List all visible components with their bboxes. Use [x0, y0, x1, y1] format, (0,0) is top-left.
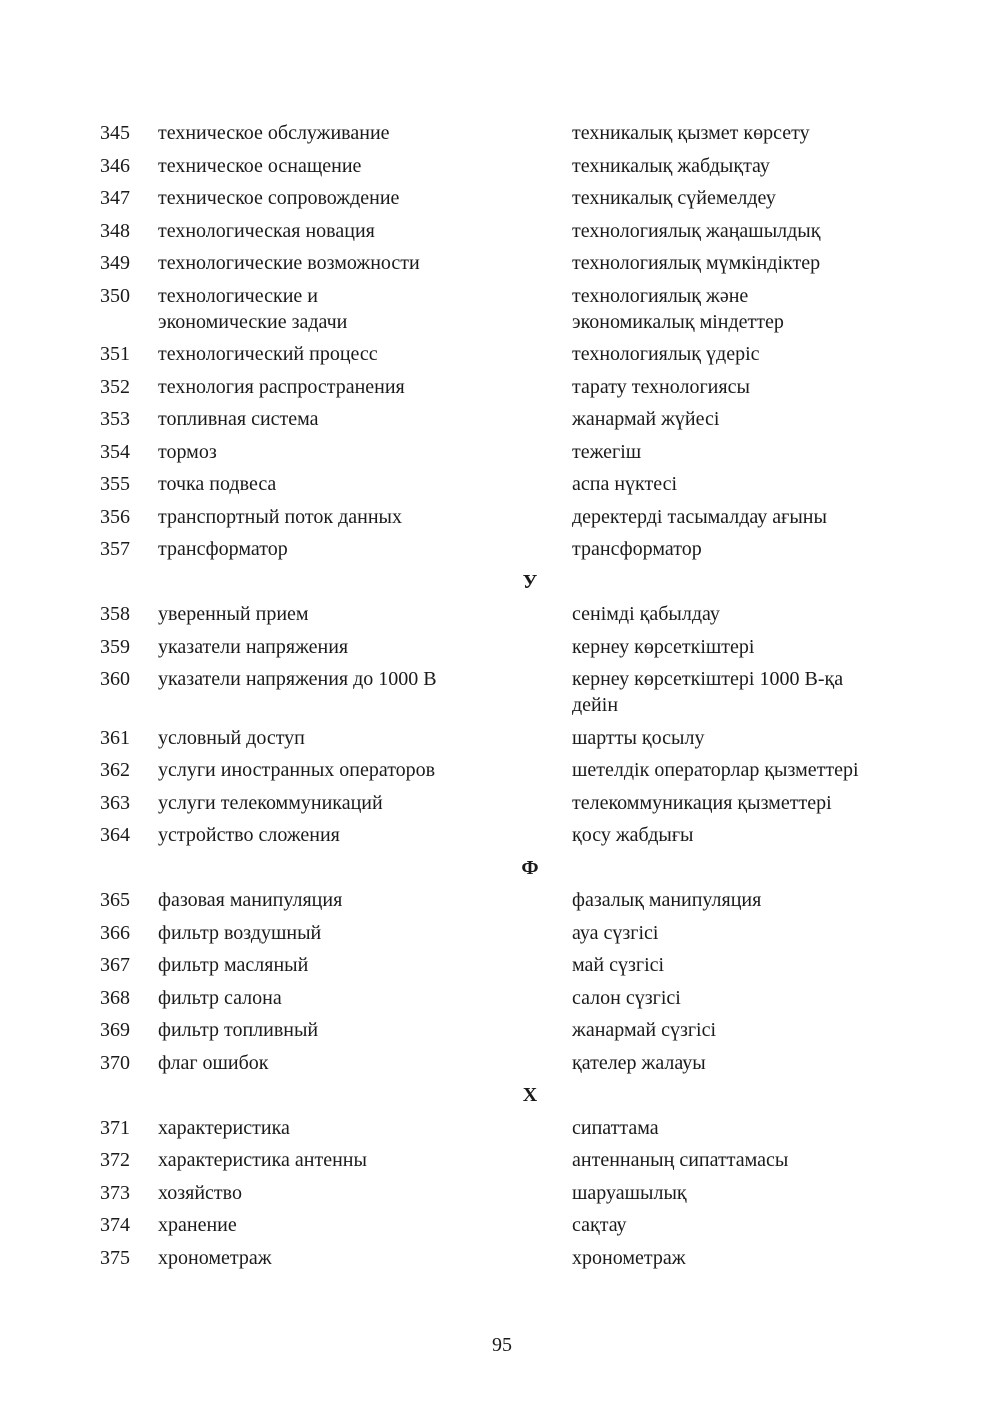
kazakh-term: қателер жалауы — [572, 1051, 706, 1074]
glossary-row — [100, 501, 920, 534]
russian-term: характеристика — [158, 1116, 290, 1139]
glossary-row — [100, 598, 920, 631]
glossary-row — [100, 150, 920, 183]
glossary-row — [100, 403, 920, 436]
term-number: 368 — [100, 986, 130, 1009]
glossary-row — [100, 468, 920, 501]
page-number: 95 — [492, 1334, 512, 1356]
glossary-table — [100, 117, 920, 1274]
kazakh-term: май сүзгісі — [572, 954, 665, 976]
russian-term: трансформатор — [158, 538, 288, 560]
russian-term: технологический процесс — [158, 343, 378, 365]
kazakh-term: шаруашылық — [572, 1181, 687, 1204]
kazakh-term: шетелдік операторлар қызметтері — [572, 759, 859, 781]
glossary-row — [100, 1047, 920, 1080]
glossary-row — [100, 371, 920, 404]
glossary-row — [100, 1144, 920, 1177]
glossary-row — [100, 884, 920, 917]
russian-term: устройство сложения — [158, 824, 340, 846]
glossary-row — [100, 436, 920, 469]
term-number: 359 — [100, 635, 130, 658]
glossary-row — [100, 215, 920, 248]
russian-term: фильтр воздушный — [158, 921, 322, 944]
glossary-row — [100, 819, 920, 852]
kazakh-term: жанармай сүзгісі — [572, 1019, 717, 1041]
kazakh-term: технологиялық мүмкіндіктер — [572, 252, 821, 274]
russian-term: тормоз — [158, 440, 217, 463]
kazakh-term: шартты қосылу — [572, 726, 705, 749]
russian-term: технология распространения — [158, 375, 405, 398]
term-number: 367 — [100, 954, 130, 976]
term-number: 350 — [100, 284, 130, 307]
glossary-row — [100, 663, 920, 722]
russian-term: указатели напряжения — [158, 635, 349, 658]
russian-term: транспортный поток данных — [158, 505, 402, 528]
kazakh-term: техникалық қызмет көрсету — [572, 122, 810, 144]
glossary-row — [100, 533, 920, 566]
term-number: 361 — [100, 726, 130, 749]
kazakh-term: сипаттама — [572, 1116, 659, 1139]
glossary-row — [100, 917, 920, 950]
glossary-row — [100, 1209, 920, 1242]
glossary-row — [100, 247, 920, 280]
term-number: 357 — [100, 538, 130, 560]
glossary-row — [100, 1112, 920, 1145]
kazakh-term: ауа сүзгісі — [572, 921, 659, 944]
term-number: 374 — [100, 1214, 130, 1236]
glossary-row — [100, 1242, 920, 1275]
kazakh-term: тарату технологиясы — [572, 375, 750, 398]
russian-term: условный доступ — [158, 726, 305, 749]
kazakh-term: технологиялық және экономикалық міндеттер — [572, 284, 784, 333]
term-number: 356 — [100, 505, 130, 528]
term-number: 375 — [100, 1246, 130, 1269]
kazakh-term: антеннаның сипаттамасы — [572, 1149, 789, 1171]
kazakh-term: техникалық сүйемелдеу — [572, 187, 776, 209]
term-number: 360 — [100, 668, 130, 690]
russian-term: уверенный прием — [158, 603, 309, 625]
russian-term: техническое оснащение — [158, 154, 362, 177]
term-number: 347 — [100, 187, 130, 209]
kazakh-term: тежегіш — [572, 440, 642, 463]
term-number: 345 — [100, 122, 130, 144]
term-number: 366 — [100, 921, 130, 944]
russian-term: фильтр салона — [158, 986, 282, 1009]
kazakh-term: трансформатор — [572, 538, 702, 560]
glossary-row — [100, 117, 920, 150]
russian-term: техническое обслуживание — [158, 122, 390, 144]
term-number: 362 — [100, 759, 130, 781]
kazakh-term: телекоммуникация қызметтері — [572, 791, 832, 814]
term-number: 369 — [100, 1019, 130, 1041]
term-number: 363 — [100, 791, 130, 814]
term-number: 355 — [100, 473, 130, 495]
glossary-row — [100, 787, 920, 820]
kazakh-term: қосу жабдығы — [572, 824, 694, 846]
glossary-row — [100, 949, 920, 982]
russian-term: техническое сопровождение — [158, 187, 400, 209]
glossary-row — [100, 982, 920, 1015]
russian-term: хозяйство — [158, 1181, 242, 1204]
kazakh-term: деректерді тасымалдау ағыны — [572, 505, 827, 528]
kazakh-term: технологиялық үдеріс — [572, 343, 760, 365]
russian-term: фильтр топливный — [158, 1019, 319, 1041]
russian-term: услуги телекоммуникаций — [158, 791, 383, 814]
kazakh-term: аспа нүктесі — [572, 473, 678, 495]
glossary-row — [100, 182, 920, 215]
kazakh-term: сенімді қабылдау — [572, 603, 720, 625]
term-number: 364 — [100, 824, 130, 846]
glossary-row — [100, 1177, 920, 1210]
term-number: 370 — [100, 1051, 130, 1074]
russian-term: услуги иностранных операторов — [158, 759, 436, 781]
russian-term: точка подвеса — [158, 473, 277, 495]
kazakh-term: фазалық манипуляция — [572, 889, 762, 911]
glossary-row — [100, 280, 920, 339]
russian-term: технологические возможности — [158, 252, 420, 274]
russian-term: топливная система — [158, 408, 319, 430]
section-letter-heading: У — [522, 570, 538, 593]
russian-term: хронометраж — [158, 1246, 272, 1269]
glossary-row — [100, 631, 920, 664]
russian-term: указатели напряжения до 1000 В — [158, 668, 437, 690]
term-number: 349 — [100, 252, 130, 274]
kazakh-term: техникалық жабдықтау — [572, 154, 770, 177]
kazakh-term: хронометраж — [572, 1246, 686, 1269]
term-number: 348 — [100, 219, 130, 242]
glossary-row — [100, 722, 920, 755]
kazakh-term: сақтау — [572, 1214, 627, 1236]
glossary-row — [100, 1014, 920, 1047]
term-number: 371 — [100, 1116, 130, 1139]
russian-term: технологическая новация — [158, 219, 375, 242]
term-number: 365 — [100, 889, 130, 911]
kazakh-term: жанармай жүйесі — [572, 408, 720, 430]
russian-term: характеристика антенны — [158, 1149, 367, 1171]
section-letter-heading: Х — [522, 1084, 538, 1106]
russian-term: хранение — [158, 1214, 237, 1236]
kazakh-term: кернеу көрсеткіштері — [572, 635, 755, 658]
term-number: 354 — [100, 440, 130, 463]
glossary-row — [100, 754, 920, 787]
section-letter-heading: Ф — [521, 856, 539, 879]
term-number: 346 — [100, 154, 130, 177]
russian-term: фильтр масляный — [158, 954, 309, 976]
russian-term: фазовая манипуляция — [158, 889, 343, 911]
russian-term: технологические и экономические задачи — [158, 284, 348, 333]
term-number: 373 — [100, 1181, 130, 1204]
russian-term: флаг ошибок — [158, 1051, 269, 1074]
term-number: 352 — [100, 375, 130, 398]
term-number: 358 — [100, 603, 130, 625]
term-number: 351 — [100, 343, 130, 365]
term-number: 372 — [100, 1149, 130, 1171]
kazakh-term: технологиялық жаңашылдық — [572, 219, 821, 242]
kazakh-term: салон сүзгісі — [572, 986, 681, 1009]
glossary-row — [100, 338, 920, 371]
term-number: 353 — [100, 408, 130, 430]
kazakh-term: кернеу көрсеткіштері 1000 В-қа дейін — [572, 668, 844, 716]
